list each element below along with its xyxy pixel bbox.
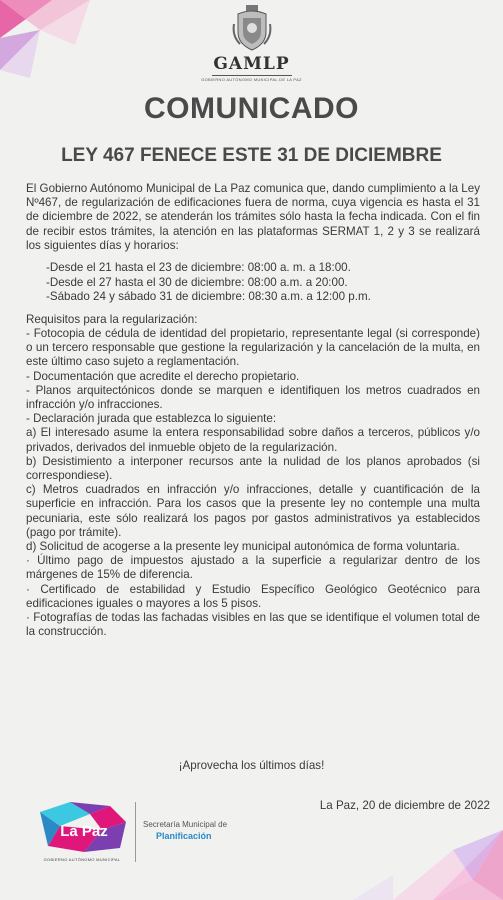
la-paz-logo-text: La Paz: [60, 823, 108, 840]
declaration-item: c) Metros cuadrados en infracción y/o infracciones, detalle y cuantificación de la superficie en infracción. Para los casos que la presente ley no contemple una multa pecuniaria, este sólo realizará los pagos por gastos administrativos ya establecidos (pago por trámite).: [26, 483, 480, 539]
schedule-item: -Sábado 24 y sábado 31 de diciembre: 08:30 a.m. a 12:00 p.m.: [46, 290, 371, 304]
coat-of-arms-icon: [232, 4, 272, 52]
org-fullname: GOBIERNO AUTÓNOMO MUNICIPAL DE LA PAZ: [201, 77, 302, 82]
document-date: La Paz, 20 de diciembre de 2022: [319, 799, 490, 812]
schedule-item: -Desde el 27 hasta el 30 de diciembre: 08:00 a.m. a 20:00.: [46, 275, 348, 289]
requirement-item: - Planos arquitectónicos donde se marquen e identifiquen los metros cuadrados en infracción y/o infracciones.: [26, 383, 480, 412]
schedule-item: -Desde el 21 hasta el 23 de diciembre: 08:00 a. m. a 18:00.: [46, 261, 351, 275]
extra-requirement-item: · Fotografías de todas las fachadas visibles en las que se identifique el volumen total de la construcción.: [26, 611, 480, 639]
declaration-item: a) El interesado asume la entera responsabilidad sobre daños a terceros, públicos y/o privados, derivados del inmueble objeto de la regularización.: [26, 426, 480, 454]
extra-requirement-item: · Último pago de impuestos ajustado a la superficie a regularizar dentro de los márgenes de 15% de diferencia.: [26, 554, 480, 582]
declaration-item: b) Desistimiento a interponer recursos ante la nulidad de los planos aprobados (si correspondiese).: [26, 454, 480, 483]
page-subtitle: LEY 467 FENECE ESTE 31 DE DICIEMBRE: [61, 145, 442, 166]
header: [0, 4, 503, 82]
requirement-item: - Declaración jurada que establezca lo siguiente:: [26, 412, 277, 426]
brand-divider: [212, 75, 292, 76]
requirements-title: Requisitos para la regularización:: [26, 312, 198, 326]
schedule-list: [46, 261, 480, 305]
gov-label: GOBIERNO AUTÓNOMO MUNICIPAL: [43, 857, 121, 862]
page-title: COMUNICADO: [144, 92, 359, 125]
closing-message: ¡Aprovecha los últimos días!: [178, 759, 325, 772]
intro-paragraph: El Gobierno Autónomo Municipal de La Paz comunica que, dando cumplimiento a la Ley Nº467, de regularización de edificaciones fuera de norma, cuya vigencia es hasta el 31 de diciembre de 2022, se atenderán los trámites sólo hasta la fecha indicada. Con el fin de recibir estos trámites, la atención en las plataformas SERMAT 1, 2 y 3 se realizará los siguientes días y horarios:: [26, 182, 480, 252]
declaration-item: d) Solicitud de acogerse a la presente ley municipal autonómica de forma voluntaria.: [26, 540, 460, 554]
la-paz-logo: [40, 802, 130, 858]
org-acronym: GAMLP: [213, 54, 290, 74]
extra-requirement-item: · Certificado de estabilidad y Estudio Específico Geológico Geotécnico para edificaciones iguales o mayores a los 5 pisos.: [26, 582, 480, 610]
footer-divider: [135, 802, 136, 862]
document-body: [26, 182, 480, 639]
secretaria-name: Planificación: [156, 831, 212, 841]
decorative-triangles-bottom-right: [333, 820, 503, 900]
secretaria-label: Secretaría Municipal de: [143, 820, 228, 829]
requirement-item: - Documentación que acredite el derecho propietario.: [26, 369, 300, 383]
requirement-item: - Fotocopia de cédula de identidad del propietario, representante legal (si corresponde) o un tercero responsable que gestione la regularización y la cancelación de la multa, en este último caso sujeto a reglamentación.: [26, 327, 480, 369]
